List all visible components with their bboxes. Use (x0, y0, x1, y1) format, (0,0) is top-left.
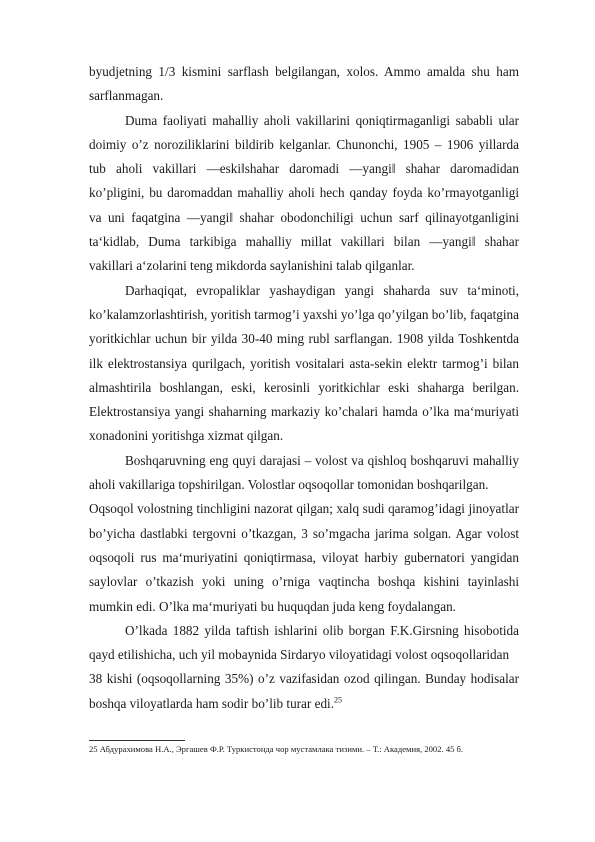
document-body (89, 60, 519, 716)
footnote: 25 Абдурахимова Н.А., Эргашев Ф.Р. Туркистонда чор мустамлака тизими. – Т.: Академия, 2002. 45 б. (89, 744, 464, 754)
paragraph-7 (89, 667, 519, 716)
paragraph-3: Darhaqiqat, evropaliklar yashaydigan yangi shaharda suv ta‘minoti, ko’kalamzorlashtirish, yoritish tarmog’i yaxshi yo’lga qo’yilgan bo’lib, faqatgina yoritkichlar uchun bir yilda 30-40 ming rubl sarflangan. 1908 yilda Toshkentda ilk elektrostansiya qurilgach, yoritish vositalari asta-sekin elektr tarmog’i bilan almashtirila boshlangan, eski, kerosinli yoritkichlar eski shaharga berilgan. Elektrostansiya yangi shaharning markaziy ko’chalari hamda o’lka ma‘muriyati xonadonini yoritishga xizmat qilgan. (89, 282, 519, 444)
paragraph-1: byudjetning 1/3 kismini sarflash belgilangan, xolos. Ammo amalda shu ham sarflanmagan. (89, 64, 519, 104)
paragraph-2: Duma faoliyati mahalliy aholi vakillarini qoniqtirmaganligi sababli ular doimiy o’z noroziliklarini bildirib kelganlar. Chunonchi, 1905 – 1906 yillarda tub aholi vakillari ―eski‖shahar daromadi ―yangi‖ shahar daromadidan ko’pligini, bu daromaddan mahalliy aholi hech qanday foyda ko’rmayotganligi va uni faqatgina ―yangi‖ shahar obodonchiligi uchun sarf qilinayotganligini ta‘kidlab, Duma tarkibiga mahalliy millat vakillari bilan ―yangi‖ shahar vakillari a‘zolarini teng mikdorda saylanishini talab qilganlar. (89, 112, 519, 274)
paragraph-6: O’lkada 1882 yilda taftish ishlarini olib borgan F.K.Girsning hisobotida qayd etilishicha, uch yil mobaynida Sirdaryo viloyatidagi volost oqsoqollaridan (89, 622, 519, 663)
footnote-reference: 25 (334, 695, 343, 705)
paragraph-5: Oqsoqol volostning tinchligini nazorat qilgan; xalq sudi qaramog’idagi jinoyatlar bo’yicha dastlabki tergovni o’tkazgan, 3 so’mgacha jarima solgan. Agar volost oqsoqoli rus ma‘muriyatini qoniqtirmasa, viloyat harbiy gubernatori yangidan saylovlar o’tkazish yoki uning o’rniga vaqtincha boshqa kishini tayinlashi mumkin edi. O’lka ma‘muriyati bu huquqdan juda keng foydalangan. (89, 501, 519, 614)
paragraph-4: Boshqaruvning eng quyi darajasi – volost va qishloq boshqaruvi mahalliy aholi vakillariga topshirilgan. Volostlar oqsoqollar tomonidan boshqarilgan. (89, 452, 519, 493)
footnote-divider (89, 740, 185, 741)
paragraph-7-text: 38 kishi (oqsoqollarning 35%) o’z vazifasidan ozod qilingan. Bunday hodisalar boshqa viloyatlarda ham sodir bo’lib turar edi. (89, 671, 519, 711)
